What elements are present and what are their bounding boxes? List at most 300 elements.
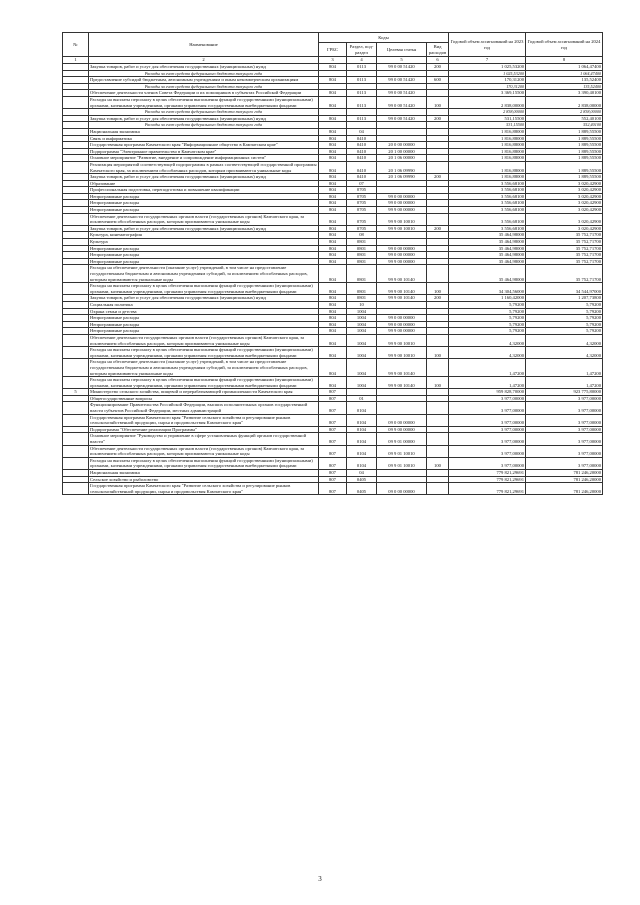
row-amount-2023-cell: 3 977,00000 (449, 402, 526, 414)
table-row (63, 426, 603, 433)
row-amount-2024-cell: 2 838,00000 (526, 96, 603, 108)
row-amount-2023-cell: 779 821,29691 (449, 476, 526, 483)
row-grbs-cell: 804 (319, 161, 347, 173)
row-grbs-cell: 804 (319, 232, 347, 239)
row-target-cell: 99 0 00 00000 (377, 245, 427, 252)
row-amount-2024-cell: 3 020,42900 (526, 225, 603, 232)
row-amount-2023-cell: 5,79200 (449, 315, 526, 322)
row-type-cell: 100 (427, 347, 449, 359)
row-target-cell (377, 109, 427, 116)
table-row (63, 207, 603, 214)
row-amount-2024-cell: 35 752,71700 (526, 232, 603, 239)
row-type-cell (427, 402, 449, 414)
row-name-cell: Подпрограмма "Электронное правительство в Камчатском крае" (89, 148, 319, 155)
row-type-cell (427, 321, 449, 328)
row-number-cell (63, 142, 89, 149)
table-subrow (63, 70, 603, 77)
row-grbs-cell: 807 (319, 476, 347, 483)
row-type-cell: 200 (427, 295, 449, 302)
row-section-cell: 0705 (347, 225, 377, 232)
row-amount-2023-cell: 1 816,88000 (449, 135, 526, 142)
row-grbs-cell: 804 (319, 239, 347, 246)
row-type-cell (427, 232, 449, 239)
row-amount-2023-cell: 170,31200 (449, 77, 526, 84)
row-amount-2024-cell: 1 889,55500 (526, 128, 603, 135)
row-number-cell (63, 445, 89, 457)
row-amount-2023-cell: 4,32000 (449, 347, 526, 359)
row-amount-2024-cell: 3 020,42900 (526, 200, 603, 207)
row-section-cell: 0104 (347, 402, 377, 414)
table-row (63, 377, 603, 389)
row-grbs-cell: 804 (319, 96, 347, 108)
row-section-cell (347, 122, 377, 129)
row-grbs-cell: 804 (319, 77, 347, 84)
row-amount-2023-cell: 5,79200 (449, 321, 526, 328)
row-name-cell: Охрана семьи и детства (89, 308, 319, 315)
row-grbs-cell: 807 (319, 457, 347, 469)
row-number-cell (63, 483, 89, 495)
row-amount-2024-cell: 1,47200 (526, 377, 603, 389)
row-number-cell (63, 245, 89, 252)
row-target-cell: 99 9 00 10140 (377, 265, 427, 283)
row-amount-2024-cell: 552,40100 (526, 115, 603, 122)
row-amount-2023-cell: 3 556,68100 (449, 207, 526, 214)
table-row (63, 90, 603, 97)
row-name-cell: Обеспечение деятельности государственных органов власти (государственных органов) Камчатского края, за исключением обособленных расходов, которым присваиваются уникальные коды (89, 445, 319, 457)
row-amount-2023-cell: 35 464,98000 (449, 265, 526, 283)
row-section-cell: 0801 (347, 245, 377, 252)
row-name-cell: Непрограммные расходы (89, 321, 319, 328)
row-number-cell (63, 414, 89, 426)
col-number: 6 (427, 57, 449, 64)
row-grbs-cell (319, 109, 347, 116)
row-amount-2024-cell: 3 977,00000 (526, 445, 603, 457)
row-target-cell: 99 9 00 10010 (377, 334, 427, 346)
table-row (63, 161, 603, 173)
col-section-header: Раздел, под-раздел (347, 43, 377, 57)
row-grbs-cell: 807 (319, 395, 347, 402)
row-section-cell: 0801 (347, 258, 377, 265)
row-amount-2023-cell: 779 821,29691 (449, 483, 526, 495)
row-section-cell: 0705 (347, 213, 377, 225)
row-grbs-cell: 804 (319, 321, 347, 328)
row-number-cell (63, 90, 89, 97)
row-number-cell (63, 115, 89, 122)
row-section-cell: 0410 (347, 155, 377, 162)
row-type-cell (427, 308, 449, 315)
row-amount-2023-cell: 3 977,00000 (449, 457, 526, 469)
row-amount-2024-cell: 3 390,40100 (526, 90, 603, 97)
row-amount-2024-cell: 35 752,71700 (526, 252, 603, 259)
row-grbs-cell: 804 (319, 252, 347, 259)
row-grbs-cell: 804 (319, 193, 347, 200)
col-2023-header: Годовой объем ассигнований на 2023 год (449, 33, 526, 57)
row-number-cell (63, 377, 89, 389)
row-type-cell: 200 (427, 64, 449, 71)
row-amount-2024-cell: 135,52400 (526, 83, 603, 90)
row-target-cell: 09 9 01 00000 (377, 433, 427, 445)
row-section-cell: 0410 (347, 142, 377, 149)
row-number-cell (63, 77, 89, 84)
row-grbs-cell: 807 (319, 445, 347, 457)
row-amount-2024-cell: 1 207,73800 (526, 295, 603, 302)
row-name-cell: Расходы за счет средств федерального бюджета текущего года (89, 122, 319, 129)
row-amount-2024-cell: 4,32000 (526, 334, 603, 346)
row-target-cell (377, 180, 427, 187)
row-section-cell: 0410 (347, 161, 377, 173)
row-grbs-cell: 804 (319, 258, 347, 265)
row-name-cell: Общегосударственные вопросы (89, 395, 319, 402)
table-row (63, 96, 603, 108)
row-grbs-cell: 807 (319, 389, 347, 396)
row-type-cell (427, 433, 449, 445)
row-number-cell (63, 315, 89, 322)
row-grbs-cell: 804 (319, 295, 347, 302)
col-target-header: Целевая статья (377, 43, 427, 57)
row-type-cell (427, 328, 449, 335)
row-type-cell (427, 252, 449, 259)
row-amount-2023-cell: 35 464,98000 (449, 245, 526, 252)
row-number-cell (63, 187, 89, 194)
row-type-cell (427, 426, 449, 433)
row-section-cell: 0113 (347, 90, 377, 97)
row-type-cell (427, 90, 449, 97)
row-type-cell (427, 470, 449, 477)
table-row (63, 395, 603, 402)
row-section-cell (347, 70, 377, 77)
row-section-cell: 0801 (347, 239, 377, 246)
col-number: 4 (347, 57, 377, 64)
row-type-cell (427, 148, 449, 155)
row-section-cell: 0104 (347, 457, 377, 469)
row-number-cell (63, 308, 89, 315)
row-target-cell: 20 1 06 00000 (377, 155, 427, 162)
row-number-cell (63, 96, 89, 108)
row-target-cell: 09 0 00 00000 (377, 483, 427, 495)
row-grbs-cell: 804 (319, 174, 347, 181)
row-amount-2024-cell: 3 977,00000 (526, 457, 603, 469)
row-type-cell (427, 359, 449, 377)
row-target-cell: 99 0 00 00000 (377, 193, 427, 200)
table-row (63, 301, 603, 308)
row-grbs-cell: 807 (319, 470, 347, 477)
row-target-cell (377, 389, 427, 396)
row-type-cell (427, 395, 449, 402)
row-grbs-cell: 804 (319, 148, 347, 155)
row-name-cell: Государственная программа Камчатского края "Развитие сельского хозяйства и регулирование рынков сельскохозяйственной продукции, сырья и продовольствия Камчатского края" (89, 483, 319, 495)
row-target-cell: 99 9 00 10010 (377, 213, 427, 225)
row-section-cell: 0410 (347, 174, 377, 181)
row-amount-2023-cell: 3 977,00000 (449, 445, 526, 457)
row-grbs-cell: 804 (319, 301, 347, 308)
row-type-cell (427, 258, 449, 265)
row-section-cell: 1004 (347, 308, 377, 315)
row-name-cell: Непрограммные расходы (89, 328, 319, 335)
row-amount-2023-cell: 1 025,53200 (449, 64, 526, 71)
row-type-cell (427, 83, 449, 90)
row-target-cell: 99 0 00 00000 (377, 200, 427, 207)
row-amount-2024-cell: 1 889,55500 (526, 142, 603, 149)
row-target-cell (377, 308, 427, 315)
row-amount-2024-cell: 781 246,20000 (526, 483, 603, 495)
row-number-cell (63, 359, 89, 377)
row-target-cell: 99 0 00 51420 (377, 90, 427, 97)
row-section-cell: 0801 (347, 252, 377, 259)
row-section-cell: 04 (347, 128, 377, 135)
row-amount-2024-cell: 1 064,47400 (526, 70, 603, 77)
row-target-cell: 99 0 00 00000 (377, 252, 427, 259)
row-amount-2023-cell: 3 556,68100 (449, 213, 526, 225)
row-number-cell (63, 433, 89, 445)
table-row (63, 258, 603, 265)
row-number-cell (63, 283, 89, 295)
row-grbs-cell: 804 (319, 283, 347, 295)
row-number-cell (63, 174, 89, 181)
row-number-cell (63, 402, 89, 414)
row-grbs-cell: 804 (319, 207, 347, 214)
row-type-cell (427, 180, 449, 187)
row-section-cell: 0104 (347, 433, 377, 445)
row-target-cell (377, 301, 427, 308)
row-name-cell: Обеспечение деятельности государственных органов власти (государственных органов) Камчатского края, за исключением обособленных расходов, которым присваиваются уникальные коды (89, 334, 319, 346)
table-row (63, 64, 603, 71)
row-number-cell (63, 161, 89, 173)
row-number-cell (63, 180, 89, 187)
row-name-cell: Расходы на обеспечение деятельности (оказание услуг) учреждений, в том числе на предоставление государственным бюджетным и автономным учреждениям субсидий, за исключением обособленных расходов, которым присваиваются уникальные коды (89, 265, 319, 283)
row-amount-2024-cell: 781 246,20000 (526, 476, 603, 483)
row-name-cell: Расходы на выплаты персоналу в целях обеспечения выполнения функций государственными (муниципальными) органами, казенными учреждениями, органами управления государственными внебюджетными фондами (89, 377, 319, 389)
row-name-cell: Профессиональная подготовка, переподготовка и повышение квалификации (89, 187, 319, 194)
row-target-cell: 99 0 00 51420 (377, 96, 427, 108)
row-section-cell: 04 (347, 470, 377, 477)
row-name-cell: Обеспечение деятельности членов Совета Федерации и их помощников в субъектах Российской Федерации (89, 90, 319, 97)
row-target-cell: 99 9 00 10140 (377, 295, 427, 302)
row-amount-2024-cell: 3 020,42900 (526, 187, 603, 194)
table-row (63, 142, 603, 149)
row-number-cell (63, 155, 89, 162)
row-number-cell (63, 83, 89, 90)
row-target-cell (377, 239, 427, 246)
row-amount-2024-cell: 1 064,47400 (526, 64, 603, 71)
row-name-cell: Социальная политика (89, 301, 319, 308)
row-number-cell (63, 207, 89, 214)
row-name-cell: Непрограммные расходы (89, 200, 319, 207)
row-amount-2024-cell: 5,79200 (526, 308, 603, 315)
row-number-cell (63, 239, 89, 246)
row-section-cell: 0104 (347, 426, 377, 433)
row-amount-2024-cell: 3 977,00000 (526, 402, 603, 414)
table-subrow (63, 109, 603, 116)
row-amount-2024-cell: 1 889,55500 (526, 135, 603, 142)
row-name-cell: Реализация мероприятий соответствующей подпрограммы в рамках соответствующей государственной программы Камчатского края, за исключением обособленных расходов, которым присваиваются уникальные коды (90, 161, 317, 173)
row-target-cell (377, 470, 427, 477)
row-grbs-cell: 804 (319, 225, 347, 232)
row-section-cell: 08 (347, 232, 377, 239)
row-grbs-cell: 804 (319, 315, 347, 322)
row-target-cell: 09 9 01 10010 (377, 457, 427, 469)
row-type-cell (427, 315, 449, 322)
table-row (63, 128, 603, 135)
row-target-cell (377, 476, 427, 483)
row-amount-2023-cell: 35 464,98000 (449, 232, 526, 239)
row-number-cell: 5 (63, 389, 89, 396)
row-number-cell (63, 295, 89, 302)
row-amount-2023-cell: 1 816,88000 (449, 174, 526, 181)
row-target-cell: 09 9 00 00000 (377, 426, 427, 433)
row-number-cell (63, 122, 89, 129)
row-number-cell (63, 193, 89, 200)
table-row (63, 402, 603, 414)
row-name-cell: Основное мероприятие "Развитие, внедрение и сопровождение информационных систем" (89, 155, 319, 162)
row-type-cell (427, 187, 449, 194)
row-amount-2024-cell: 1 889,55500 (526, 148, 603, 155)
col-name-header: Наименование (89, 33, 319, 57)
row-amount-2023-cell: 1 816,88000 (449, 161, 526, 173)
col-number: 2 (89, 57, 319, 64)
row-grbs-cell: 804 (319, 115, 347, 122)
row-section-cell: 0113 (347, 115, 377, 122)
row-type-cell (427, 142, 449, 149)
row-amount-2024-cell: 5,79200 (526, 315, 603, 322)
row-name-cell: Культура (89, 239, 319, 246)
row-amount-2023-cell: 2 838,00000 (449, 96, 526, 108)
row-name-cell: Закупка товаров, работ и услуг для обеспечения государственных (муниципальных) нужд (89, 174, 319, 181)
row-name-cell: Образование (89, 180, 319, 187)
row-type-cell: 100 (427, 377, 449, 389)
row-type-cell (427, 334, 449, 346)
col-no-header: № (63, 33, 89, 57)
row-section-cell (347, 83, 377, 90)
row-number-cell (63, 457, 89, 469)
row-number-cell (63, 470, 89, 477)
row-target-cell: 99 0 00 00000 (377, 321, 427, 328)
table-row (63, 389, 603, 396)
row-number-cell (63, 426, 89, 433)
table-row (63, 239, 603, 246)
row-amount-2023-cell: 34 304,56000 (449, 283, 526, 295)
row-type-cell: 200 (427, 225, 449, 232)
row-amount-2024-cell: 135,52400 (526, 77, 603, 84)
row-number-cell (63, 301, 89, 308)
row-section-cell: 0705 (347, 187, 377, 194)
row-amount-2023-cell: 170,31200 (449, 83, 526, 90)
row-amount-2024-cell: 3 020,42900 (526, 213, 603, 225)
row-target-cell (377, 128, 427, 135)
row-name-cell: Непрограммные расходы (89, 193, 319, 200)
table-subrow (63, 122, 603, 129)
row-name-cell: Государственная программа Камчатского края "Информационное общество в Камчатском крае" (89, 142, 319, 149)
row-type-cell: 600 (427, 77, 449, 84)
row-number-cell (63, 334, 89, 346)
row-grbs-cell: 804 (319, 128, 347, 135)
row-amount-2023-cell: 3 556,68100 (449, 225, 526, 232)
row-type-cell (427, 109, 449, 116)
row-amount-2023-cell: 2 838,00000 (449, 109, 526, 116)
row-amount-2024-cell: 35 752,71700 (526, 245, 603, 252)
row-amount-2023-cell: 1 816,88000 (449, 128, 526, 135)
row-grbs-cell (319, 70, 347, 77)
table-row (63, 225, 603, 232)
row-section-cell: 1004 (347, 347, 377, 359)
row-amount-2023-cell: 531,15500 (449, 115, 526, 122)
row-name-cell: Закупка товаров, работ и услуг для обеспечения государственных (муниципальных) нужд (89, 225, 319, 232)
table-row (63, 308, 603, 315)
row-name-cell: Связь и информатика (89, 135, 319, 142)
row-target-cell (377, 122, 427, 129)
row-grbs-cell: 804 (319, 328, 347, 335)
table-row (63, 483, 603, 495)
row-amount-2023-cell: 4,32000 (449, 334, 526, 346)
row-amount-2023-cell: 5,79200 (449, 308, 526, 315)
row-target-cell: 99 9 00 00000 (377, 207, 427, 214)
row-name-cell: Непрограммные расходы (89, 207, 319, 214)
row-amount-2023-cell: 1 160,42000 (449, 295, 526, 302)
row-amount-2024-cell: 3 977,00000 (526, 433, 603, 445)
row-grbs-cell: 804 (319, 359, 347, 377)
row-target-cell (377, 232, 427, 239)
row-amount-2023-cell: 3 556,68100 (449, 180, 526, 187)
row-name-cell: Непрограммные расходы (89, 258, 319, 265)
row-amount-2023-cell: 5,79200 (449, 328, 526, 335)
row-target-cell: 99 9 00 10010 (377, 225, 427, 232)
row-name-cell: Расходы за счет средств федерального бюджета текущего года (89, 70, 319, 77)
row-type-cell: 200 (427, 174, 449, 181)
table-row (63, 252, 603, 259)
row-grbs-cell: 804 (319, 347, 347, 359)
row-amount-2024-cell: 923 775,80000 (526, 389, 603, 396)
row-target-cell (377, 402, 427, 414)
row-amount-2023-cell: 35 464,98000 (449, 258, 526, 265)
row-type-cell (427, 122, 449, 129)
row-amount-2024-cell: 1 889,55500 (526, 161, 603, 173)
row-type-cell (427, 207, 449, 214)
row-grbs-cell: 804 (319, 213, 347, 225)
row-amount-2023-cell: 3 556,68100 (449, 200, 526, 207)
table-row (63, 180, 603, 187)
row-type-cell: 100 (427, 96, 449, 108)
codes-group-header: Коды (319, 33, 449, 43)
row-number-cell (63, 476, 89, 483)
row-type-cell (427, 389, 449, 396)
row-name-cell: Расходы на выплаты персоналу в целях обеспечения выполнения функций государственными (муниципальными) органами, казенными учреждениями, органами управления государственными внебюджетными фондами (89, 347, 319, 359)
row-target-cell: 99 9 00 10010 (377, 347, 427, 359)
table-row (63, 315, 603, 322)
row-target-cell: 99 0 00 51420 (377, 115, 427, 122)
row-name-cell: Расходы за счет средств федерального бюджета текущего года (89, 109, 319, 116)
row-section-cell: 0410 (347, 148, 377, 155)
row-grbs-cell: 804 (319, 135, 347, 142)
row-target-cell: 99 9 00 10140 (377, 377, 427, 389)
row-amount-2024-cell: 3 020,42900 (526, 207, 603, 214)
table-row (63, 135, 603, 142)
row-type-cell (427, 135, 449, 142)
row-type-cell (427, 265, 449, 283)
row-type-cell (427, 193, 449, 200)
row-type-cell (427, 161, 449, 173)
row-grbs-cell: 804 (319, 142, 347, 149)
row-grbs-cell: 804 (319, 377, 347, 389)
row-number-cell (63, 200, 89, 207)
row-type-cell (427, 213, 449, 225)
table-row (63, 213, 603, 225)
row-section-cell: 0705 (347, 193, 377, 200)
row-grbs-cell: 807 (319, 402, 347, 414)
row-grbs-cell: 804 (319, 308, 347, 315)
row-type-cell (427, 483, 449, 495)
row-section-cell (347, 389, 377, 396)
row-number-cell (63, 109, 89, 116)
table-row (63, 148, 603, 155)
